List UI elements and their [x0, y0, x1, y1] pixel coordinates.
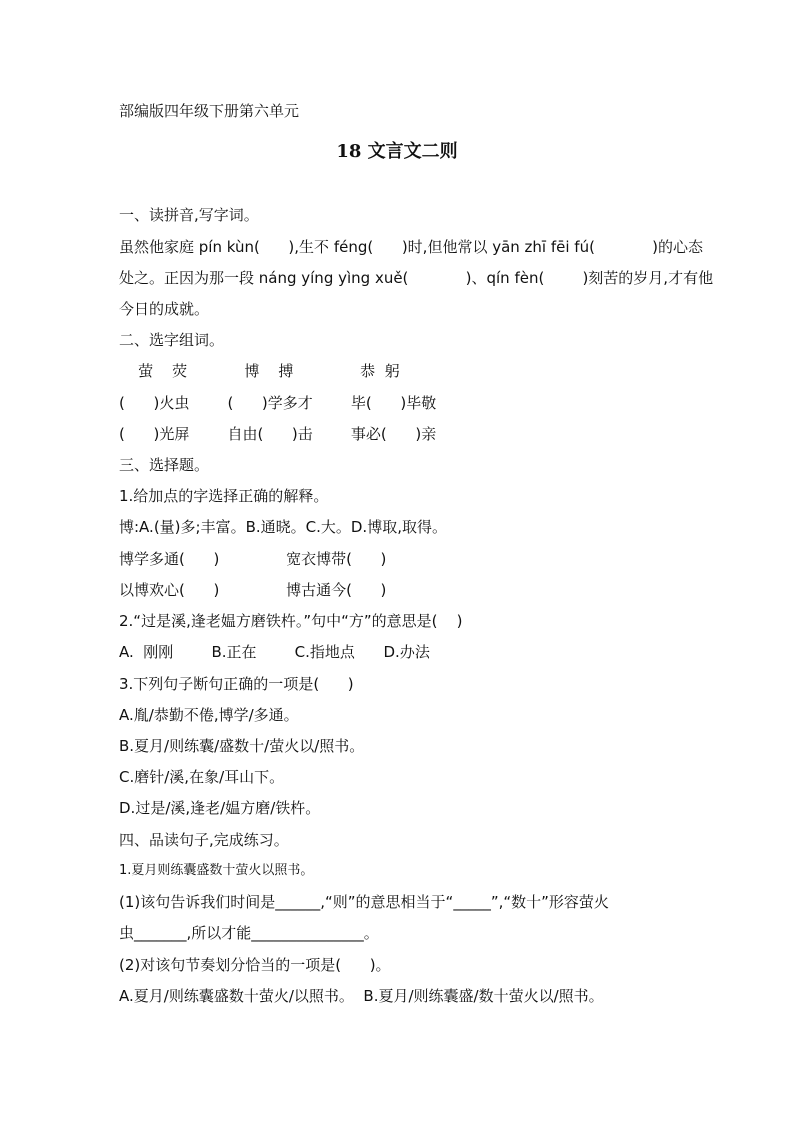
page-title: 18 文言文二则 — [336, 141, 458, 162]
reading-question-1-cont: 虫_______,所以才能_______________。 — [119, 924, 379, 942]
unit-header: 部编版四年级下册第六单元 — [119, 102, 300, 120]
char-choices: 萤 荧 博 搏 恭 躬 — [119, 362, 400, 380]
reading-question-2-options: A.夏月/则练囊盛数十萤火/以照书。 B.夏月/则练囊盛/数十萤火以/照书。 — [119, 987, 604, 1005]
question-3-option-b: B.夏月/则练囊/盛数十/萤火以/照书。 — [119, 737, 365, 755]
question-1-items-row-2: 以博欢心( ) 博古通今( ) — [119, 581, 387, 599]
definition-options: 博:A.(量)多;丰富。B.通晓。C.大。D.博取,取得。 — [119, 518, 447, 536]
question-3: 3.下列句子断句正确的一项是( ) — [119, 675, 354, 693]
reading-question-1: (1)该句告诉我们时间是______,“则”的意思相当于“_____”,“数十”形容萤火 — [119, 893, 609, 911]
section-3-heading: 三、选择题。 — [119, 456, 210, 474]
question-3-option-a: A.胤/恭勤不倦,博学/多通。 — [119, 706, 299, 724]
pinyin-line-3: 今日的成就。 — [119, 300, 210, 318]
pinyin-line-1: 虽然他家庭 pín kùn( ),生不 féng( )时,但他常以 yān zhī fēi fú( )的心态 — [119, 238, 704, 256]
word-blanks-row-1: ( )火虫 ( )学多才 毕( )毕敬 — [119, 394, 437, 412]
question-2: 2.“过是溪,逢老媪方磨铁杵。”句中“方”的意思是( ) — [119, 612, 463, 630]
word-blanks-row-2: ( )光屏 自由( )击 事必( )亲 — [119, 425, 437, 443]
reading-question-2: (2)对该句节奏划分恰当的一项是( )。 — [119, 956, 391, 974]
question-3-option-c: C.磨针/溪,在象/耳山下。 — [119, 768, 285, 786]
reading-sentence: 1.夏月则练囊盛数十萤火以照书。 — [119, 863, 314, 878]
pinyin-line-2: 处之。正因为那一段 náng yíng yìng xuě( )、qín fèn( )刻苦的岁月,才有他 — [119, 269, 714, 287]
question-2-options: A. 刚刚 B.正在 C.指地点 D.办法 — [119, 643, 430, 661]
section-4-heading: 四、品读句子,完成练习。 — [119, 831, 289, 849]
question-1: 1.给加点的字选择正确的解释。 — [119, 487, 329, 505]
question-1-items-row-1: 博学多通( ) 宽衣博带( ) — [119, 550, 387, 568]
section-2-heading: 二、选字组词。 — [119, 331, 225, 349]
section-1-heading: 一、读拼音,写字词。 — [119, 206, 259, 224]
question-3-option-d: D.过是/溪,逢老/媪方磨/铁杵。 — [119, 799, 321, 817]
